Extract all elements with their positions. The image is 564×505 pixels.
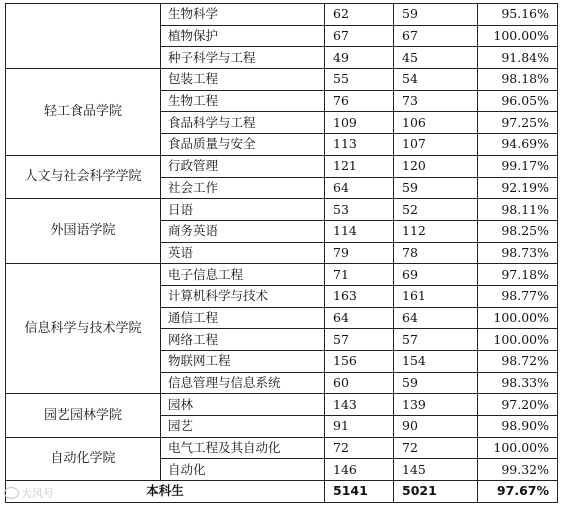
college-cell: 园艺园林学院 bbox=[6, 394, 161, 437]
table-row bbox=[6, 155, 558, 177]
table-row bbox=[6, 264, 558, 286]
college-cell: 人文与社会科学学院 bbox=[6, 155, 161, 198]
rate-cell: 98.25% bbox=[478, 220, 558, 242]
count-a-cell: 91 bbox=[325, 416, 394, 438]
count-b-cell: 59 bbox=[394, 177, 478, 199]
rate-cell: 98.11% bbox=[478, 199, 558, 221]
count-b-cell: 57 bbox=[394, 329, 478, 351]
rate-cell: 99.32% bbox=[478, 459, 558, 481]
table-row bbox=[6, 69, 558, 91]
rate-cell: 98.73% bbox=[478, 242, 558, 264]
rate-cell: 98.90% bbox=[478, 416, 558, 438]
count-a-cell: 71 bbox=[325, 264, 394, 286]
total-rate-cell: 97.67% bbox=[478, 481, 558, 503]
count-b-cell: 90 bbox=[394, 416, 478, 438]
college-cell: 信息科学与技术学院 bbox=[6, 264, 161, 394]
rate-cell: 98.77% bbox=[478, 285, 558, 307]
major-cell: 生物科学 bbox=[161, 4, 325, 26]
major-cell: 种子科学与工程 bbox=[161, 47, 325, 69]
major-cell: 网络工程 bbox=[161, 329, 325, 351]
count-b-cell: 52 bbox=[394, 199, 478, 221]
major-cell: 英语 bbox=[161, 242, 325, 264]
count-a-cell: 156 bbox=[325, 351, 394, 373]
count-a-cell: 64 bbox=[325, 307, 394, 329]
count-a-cell: 146 bbox=[325, 459, 394, 481]
table-row bbox=[6, 394, 558, 416]
major-cell: 自动化 bbox=[161, 459, 325, 481]
major-cell: 园艺 bbox=[161, 416, 325, 438]
rate-cell: 98.72% bbox=[478, 351, 558, 373]
count-a-cell: 55 bbox=[325, 69, 394, 91]
count-b-cell: 106 bbox=[394, 112, 478, 134]
count-a-cell: 57 bbox=[325, 329, 394, 351]
count-a-cell: 67 bbox=[325, 25, 394, 47]
table-row bbox=[6, 199, 558, 221]
major-cell: 包装工程 bbox=[161, 69, 325, 91]
count-b-cell: 72 bbox=[394, 437, 478, 459]
count-b-cell: 67 bbox=[394, 25, 478, 47]
rate-cell: 95.16% bbox=[478, 4, 558, 26]
major-cell: 计算机科学与技术 bbox=[161, 285, 325, 307]
college-cell: 外国语学院 bbox=[6, 199, 161, 264]
count-b-cell: 59 bbox=[394, 372, 478, 394]
major-cell: 行政管理 bbox=[161, 155, 325, 177]
count-b-cell: 107 bbox=[394, 134, 478, 156]
major-cell: 通信工程 bbox=[161, 307, 325, 329]
total-row bbox=[6, 481, 558, 503]
rate-cell: 96.05% bbox=[478, 90, 558, 112]
rate-cell: 91.84% bbox=[478, 47, 558, 69]
major-cell: 生物工程 bbox=[161, 90, 325, 112]
major-cell: 日语 bbox=[161, 199, 325, 221]
rate-cell: 99.17% bbox=[478, 155, 558, 177]
count-b-cell: 45 bbox=[394, 47, 478, 69]
watermark-text: 大风号 bbox=[21, 487, 54, 500]
count-a-cell: 49 bbox=[325, 47, 394, 69]
count-a-cell: 113 bbox=[325, 134, 394, 156]
major-cell: 物联网工程 bbox=[161, 351, 325, 373]
table-row bbox=[6, 4, 558, 26]
count-a-cell: 163 bbox=[325, 285, 394, 307]
rate-cell: 98.18% bbox=[478, 69, 558, 91]
count-a-cell: 60 bbox=[325, 372, 394, 394]
count-a-cell: 64 bbox=[325, 177, 394, 199]
major-cell: 食品质量与安全 bbox=[161, 134, 325, 156]
count-a-cell: 109 bbox=[325, 112, 394, 134]
count-a-cell: 53 bbox=[325, 199, 394, 221]
major-cell: 食品科学与工程 bbox=[161, 112, 325, 134]
rate-cell: 97.18% bbox=[478, 264, 558, 286]
rate-cell: 92.19% bbox=[478, 177, 558, 199]
college-cell: 轻工食品学院 bbox=[6, 69, 161, 156]
count-a-cell: 121 bbox=[325, 155, 394, 177]
count-b-cell: 64 bbox=[394, 307, 478, 329]
table-body bbox=[6, 4, 558, 503]
major-cell: 园林 bbox=[161, 394, 325, 416]
count-b-cell: 120 bbox=[394, 155, 478, 177]
count-b-cell: 78 bbox=[394, 242, 478, 264]
table-row bbox=[6, 437, 558, 459]
major-cell: 电气工程及其自动化 bbox=[161, 437, 325, 459]
count-b-cell: 154 bbox=[394, 351, 478, 373]
rate-cell: 100.00% bbox=[478, 437, 558, 459]
count-b-cell: 112 bbox=[394, 220, 478, 242]
college-cell bbox=[6, 4, 161, 69]
employment-table bbox=[5, 3, 558, 503]
rate-cell: 97.25% bbox=[478, 112, 558, 134]
count-a-cell: 76 bbox=[325, 90, 394, 112]
rate-cell: 94.69% bbox=[478, 134, 558, 156]
watermark-logo-icon bbox=[4, 487, 19, 499]
major-cell: 电子信息工程 bbox=[161, 264, 325, 286]
total-a-cell: 5141 bbox=[325, 481, 394, 503]
watermark bbox=[4, 485, 54, 501]
count-a-cell: 72 bbox=[325, 437, 394, 459]
major-cell: 社会工作 bbox=[161, 177, 325, 199]
major-cell: 植物保护 bbox=[161, 25, 325, 47]
rate-cell: 100.00% bbox=[478, 307, 558, 329]
count-a-cell: 114 bbox=[325, 220, 394, 242]
count-b-cell: 69 bbox=[394, 264, 478, 286]
count-a-cell: 79 bbox=[325, 242, 394, 264]
major-cell: 信息管理与信息系统 bbox=[161, 372, 325, 394]
rate-cell: 98.33% bbox=[478, 372, 558, 394]
rate-cell: 97.20% bbox=[478, 394, 558, 416]
count-b-cell: 59 bbox=[394, 4, 478, 26]
rate-cell: 100.00% bbox=[478, 25, 558, 47]
major-cell: 商务英语 bbox=[161, 220, 325, 242]
count-b-cell: 54 bbox=[394, 69, 478, 91]
total-b-cell: 5021 bbox=[394, 481, 478, 503]
count-a-cell: 143 bbox=[325, 394, 394, 416]
count-b-cell: 73 bbox=[394, 90, 478, 112]
rate-cell: 100.00% bbox=[478, 329, 558, 351]
college-cell: 自动化学院 bbox=[6, 437, 161, 480]
total-label-cell: 本科生 bbox=[6, 481, 325, 503]
count-b-cell: 161 bbox=[394, 285, 478, 307]
count-a-cell: 62 bbox=[325, 4, 394, 26]
count-b-cell: 145 bbox=[394, 459, 478, 481]
count-b-cell: 139 bbox=[394, 394, 478, 416]
